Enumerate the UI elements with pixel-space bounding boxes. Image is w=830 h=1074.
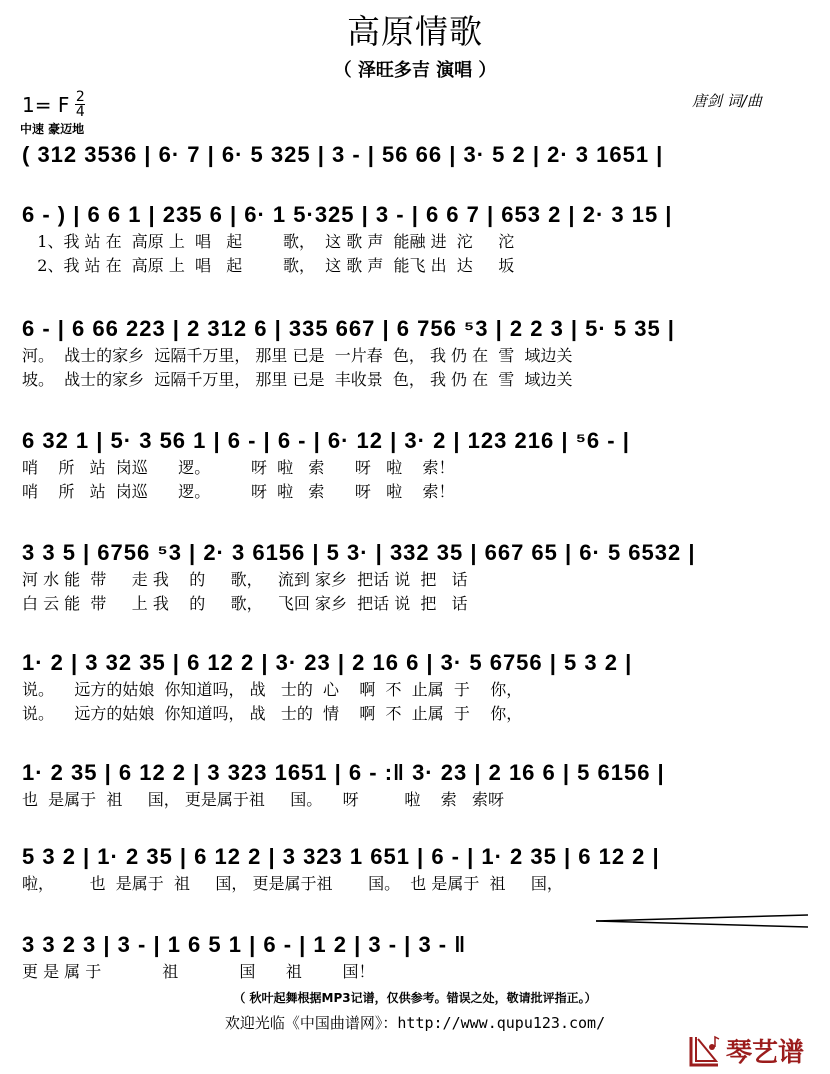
score-system-6 <box>22 648 812 726</box>
lyrics-verse-1: 说。 远方的姑娘 你知道吗， 战 士的 心 啊 不 止属 于 你， <box>22 680 523 699</box>
key-label: 1= F <box>22 92 70 117</box>
piano-note-icon <box>688 1035 722 1067</box>
notes-line: 5 3 2 | 1· 2 35 | 6 12 2 | 3 323 1 651 | 6 - | 1· 2 35 | 6 12 2 | <box>22 844 660 869</box>
notes-line: 6 - ) | 6 6 1 | 235 6 | 6· 1 5·325 | 3 - | 6 6 7 | 653 2 | 2· 3 15 | <box>22 202 673 227</box>
score-system-4 <box>22 426 812 504</box>
notes-line: 1· 2 35 | 6 12 2 | 3 323 1651 | 6 - :‖ 3· 23 | 2 16 6 | 5 6156 | <box>22 760 665 785</box>
notes-line: 6 32 1 | 5· 3 56 1 | 6 - | 6 - | 6· 12 | 3· 2 | 123 216 | ⁵6 - | <box>22 428 630 453</box>
site-logo <box>688 1032 804 1069</box>
notes-line: 3 3 2 3 | 3 - | 1 6 5 1 | 6 - | 1 2 | 3 - | 3 - ‖ <box>22 932 467 957</box>
score-system-8 <box>22 842 812 896</box>
notes-line: 6 - | 6 66 223 | 2 312 6 | 335 667 | 6 756 ⁵3 | 2 2 3 | 5· 5 35 | <box>22 316 675 341</box>
tempo-marking: 中速 豪迈地 <box>20 122 85 136</box>
website-welcome: 欢迎光临《中国曲谱网》：http://www.qupu123.com/ <box>224 1014 606 1032</box>
decrescendo-mark <box>596 914 808 928</box>
notes-line: 3 3 5 | 6756 ⁵3 | 2· 3 6156 | 5 3· | 332 35 | 667 65 | 6· 5 6532 | <box>22 540 696 565</box>
lyrics-line: 更 是 属 于 祖 国 祖 国！ <box>22 962 375 981</box>
song-title: 高原情歌 <box>347 12 483 51</box>
lyrics-verse-1: 1、我 站 在 高原 上 唱 起 歌， 这 歌 声 能融 进 沱 沱 <box>22 232 515 251</box>
lyrics-verse-1: 河 水 能 带 走 我 的 歌， 流到 家乡 把话 说 把 话 <box>22 570 468 589</box>
logo-text: 琴艺谱 <box>726 1038 805 1068</box>
score-system-3 <box>22 314 812 392</box>
lyrics-verse-2: 白 云 能 带 上 我 的 歌， 飞回 家乡 把话 说 把 话 <box>22 594 468 613</box>
lyrics-line: 啦， 也 是属于 祖 国， 更是属于祖 国。 也 是属于 祖 国， <box>22 874 563 893</box>
score-system-5 <box>22 538 812 616</box>
lyrics-verse-1: 河。 战士的家乡 远隔千万里， 那里 已是 一片春 色， 我 仍 在 雪 域边关 <box>22 346 573 365</box>
transcription-note: （ 秋叶起舞根据MP3记谱，仅供参考。错误之处，敬请批评指正。） <box>233 991 597 1005</box>
lyrics-verse-2: 2、我 站 在 高原 上 唱 起 歌， 这 歌 声 能飞 出 达 坂 <box>22 256 515 275</box>
lyrics-verse-1: 哨 所 站 岗巡 逻。 呀 啦 索 呀 啦 索！ <box>22 458 455 477</box>
lyrics-verse-2: 坡。 战士的家乡 远隔千万里， 那里 已是 丰收景 色， 我 仍 在 雪 域边关 <box>22 370 573 389</box>
time-signature-bottom: 4 <box>75 104 85 120</box>
author-credit: 唐剑 词/曲 <box>692 92 762 110</box>
score-system-7 <box>22 758 812 812</box>
score-system-1 <box>22 140 812 170</box>
performer-subtitle: （ 泽旺多吉 演唱 ） <box>333 60 497 81</box>
score-system-9 <box>22 930 812 984</box>
lyrics-verse-2: 说。 远方的姑娘 你知道吗， 战 士的 情 啊 不 止属 于 你， <box>22 704 523 723</box>
lyrics-line: 也 是属于 祖 国， 更是属于祖 国。 呀 啦 索 索呀 <box>22 790 505 809</box>
score-system-2 <box>22 200 812 278</box>
time-signature-top: 2 <box>75 89 85 105</box>
key-signature <box>22 90 85 119</box>
lyrics-verse-2: 哨 所 站 岗巡 逻。 呀 啦 索 呀 啦 索！ <box>22 482 455 501</box>
time-signature <box>75 90 85 119</box>
notes-line: 1· 2 | 3 32 35 | 6 12 2 | 3· 23 | 2 16 6 | 3· 5 6756 | 5 3 2 | <box>22 650 633 675</box>
notes-line: ( 312 3536 | 6· 7 | 6· 5 325 | 3 - | 56 66 | 3· 5 2 | 2· 3 1651 | <box>22 142 664 167</box>
